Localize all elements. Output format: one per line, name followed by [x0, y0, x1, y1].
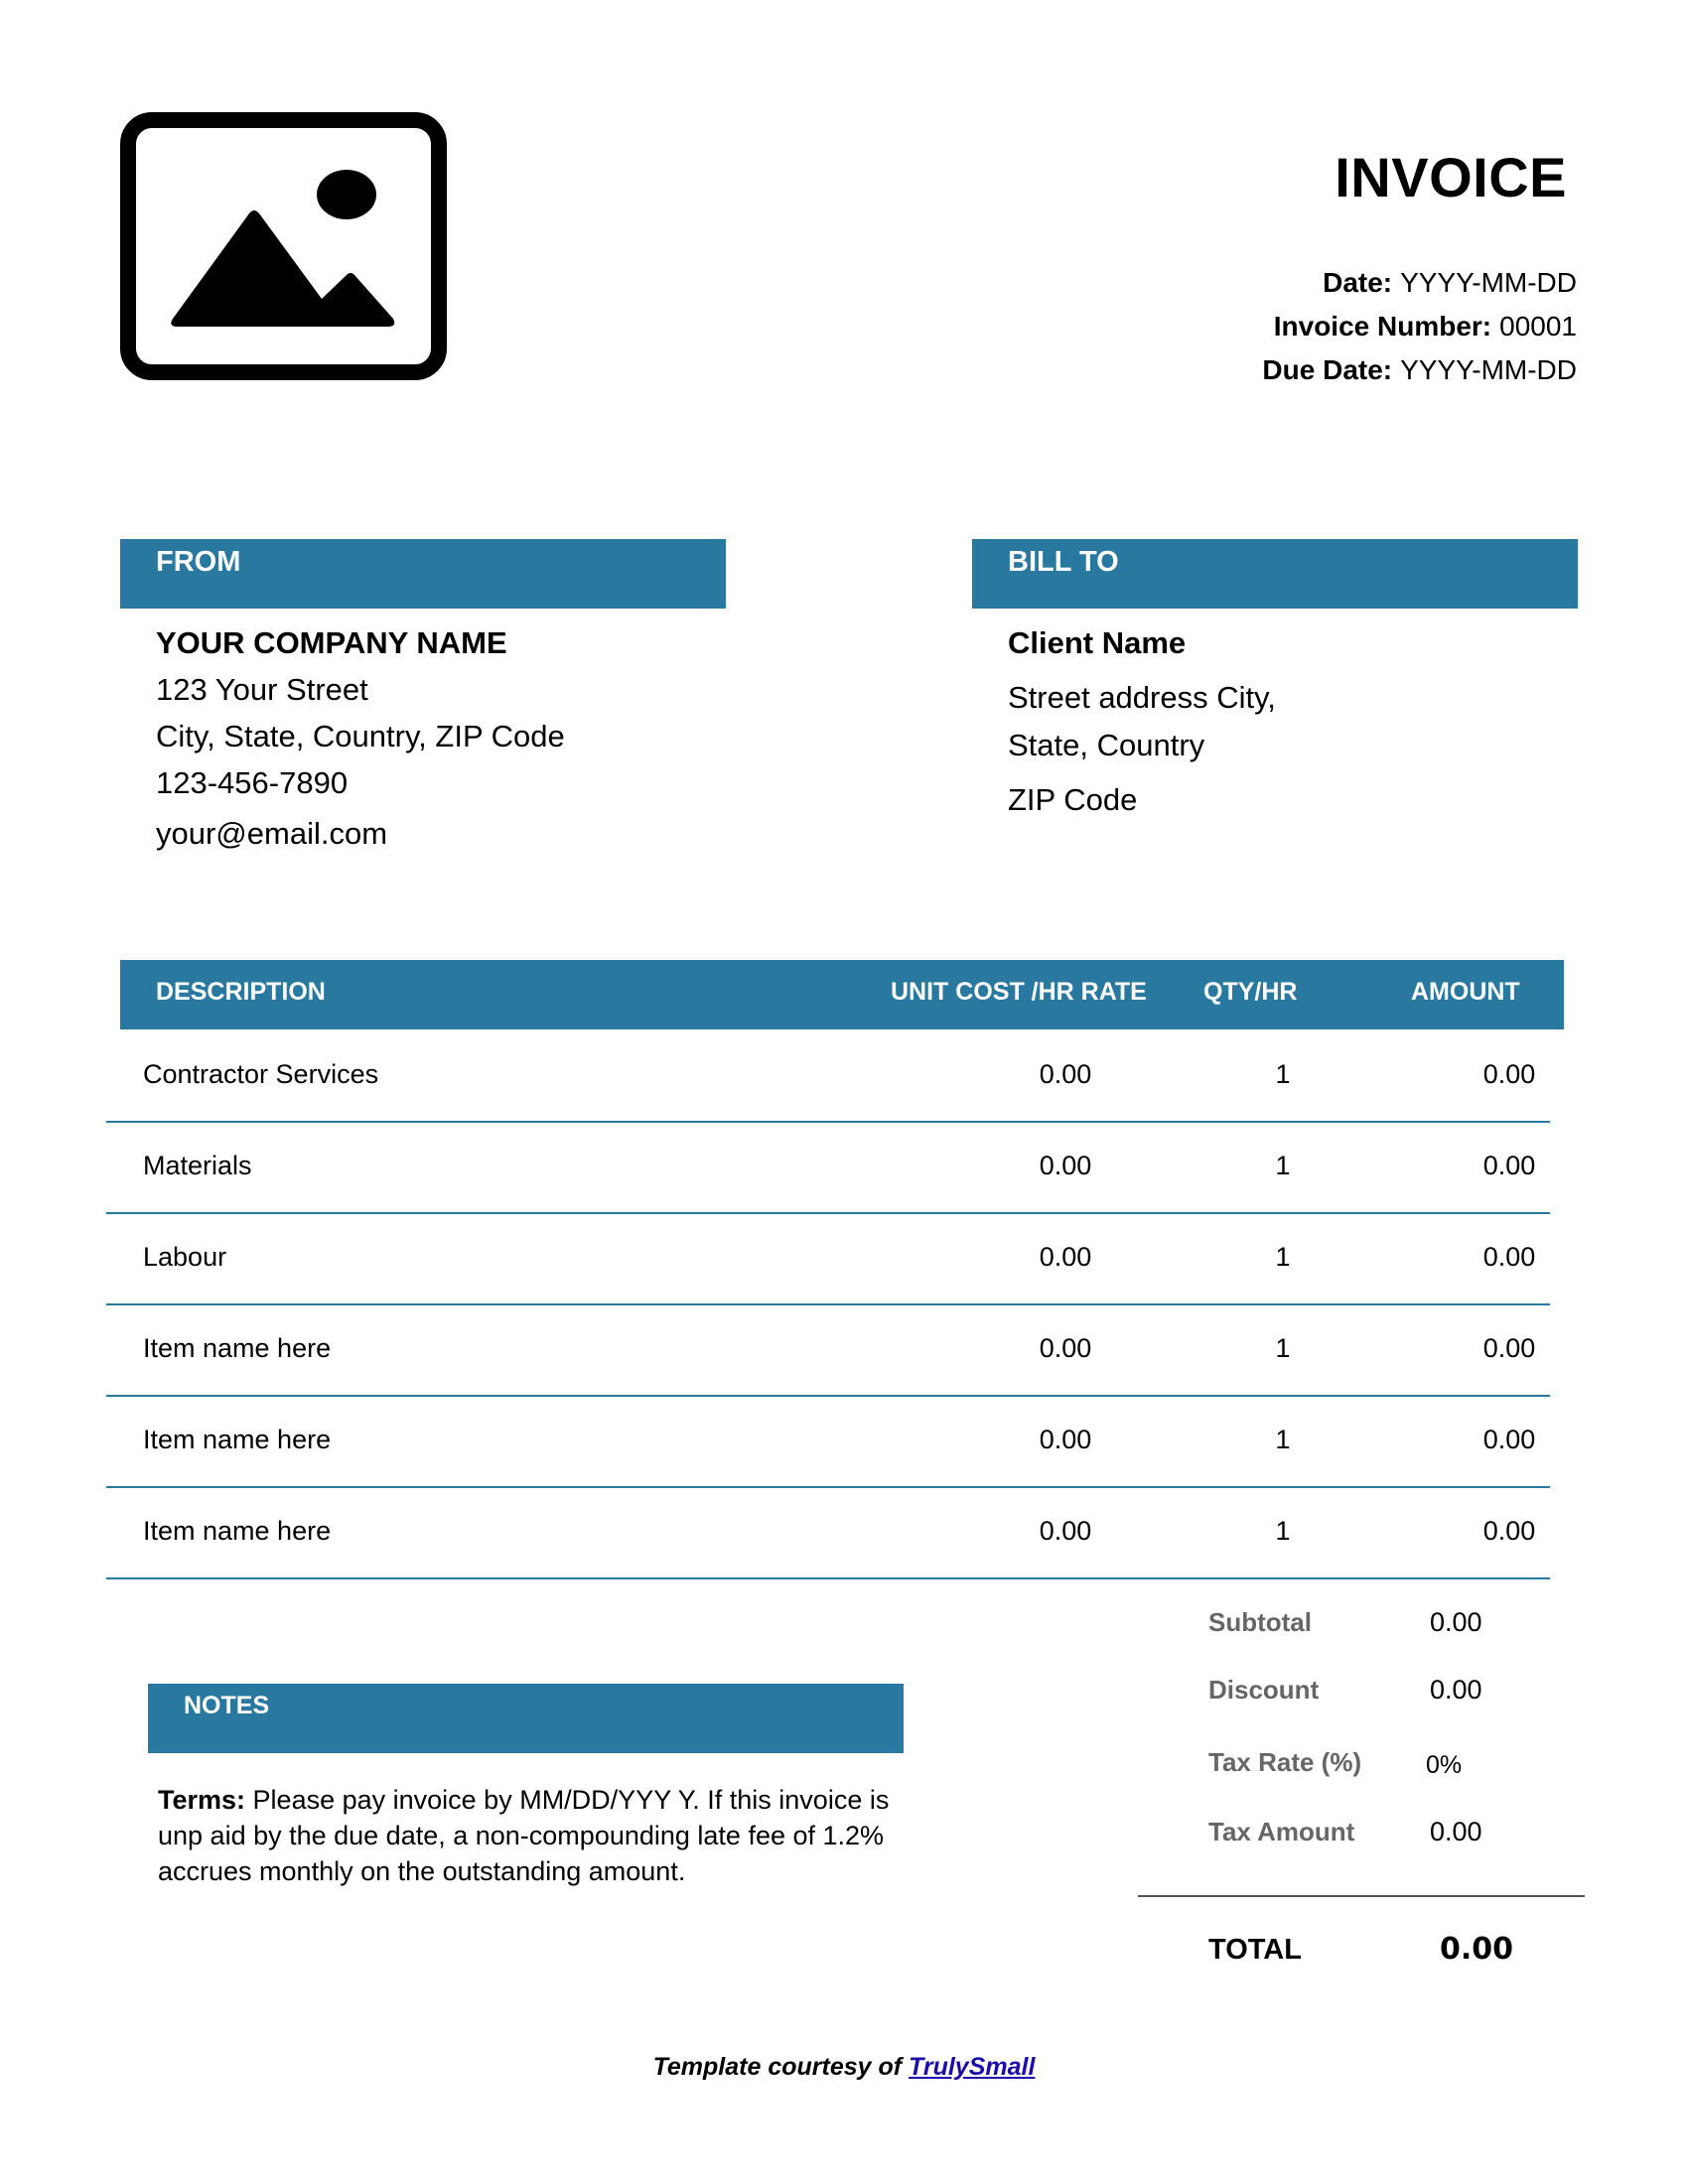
table-row [106, 1486, 1550, 1579]
from-heading: FROM [120, 539, 726, 609]
subtotal-label: Subtotal [1208, 1607, 1312, 1637]
due-date-row [1262, 348, 1577, 392]
due-date-value: YYYY-MM-DD [1400, 354, 1577, 385]
tax-rate-label: Tax Rate (%) [1208, 1747, 1362, 1777]
invoice-number-label: Invoice Number: [1273, 311, 1492, 341]
credit-prefix: Template courtesy of [652, 2053, 910, 2081]
logo-image-placeholder-icon [120, 112, 447, 380]
client-address-line1: Street address City, [1008, 680, 1276, 715]
invoice-number-value: 00001 [1499, 311, 1577, 341]
row-amount: 0.00 [1482, 1151, 1536, 1180]
invoice-number-row [1262, 305, 1577, 348]
row-unit-cost: 0.00 [1039, 1425, 1092, 1454]
row-description: Materials [143, 1151, 252, 1180]
table-row [106, 1303, 1550, 1397]
tax-rate-value: 0% [1426, 1751, 1463, 1779]
subtotal-value: 0.00 [1430, 1607, 1482, 1637]
row-amount: 0.00 [1482, 1516, 1536, 1546]
totals-divider [1138, 1895, 1585, 1897]
row-unit-cost: 0.00 [1039, 1242, 1092, 1272]
total-label: TOTAL [1208, 1934, 1302, 1966]
row-description: Item name here [143, 1516, 332, 1546]
row-qty: 1 [1275, 1059, 1291, 1089]
row-amount: 0.00 [1482, 1242, 1536, 1272]
row-unit-cost: 0.00 [1039, 1151, 1092, 1180]
total-value: 0.00 [1440, 1932, 1514, 1967]
row-qty: 1 [1275, 1242, 1291, 1272]
discount-label: Discount [1208, 1675, 1320, 1705]
row-qty: 1 [1275, 1516, 1291, 1546]
company-street: 123 Your Street [156, 672, 368, 707]
row-description: Labour [143, 1242, 227, 1272]
row-description: Item name here [143, 1425, 332, 1454]
bill-to-heading: BILL TO [972, 539, 1578, 609]
invoice-meta [1262, 261, 1577, 392]
row-qty: 1 [1275, 1151, 1291, 1180]
terms-label: Terms: [158, 1785, 246, 1815]
row-amount: 0.00 [1482, 1059, 1536, 1089]
column-header-amount: AMOUNT [1411, 978, 1520, 1006]
trulysmall-link[interactable]: TrulySmall [909, 2053, 1036, 2081]
terms-text: Please pay invoice by MM/DD/YYY Y. If this invoice is unp aid by the due date, a non-compounding late fee of 1.2% accrues monthly on the outstanding amount. [158, 1785, 890, 1886]
row-amount: 0.00 [1482, 1333, 1536, 1363]
row-description: Contractor Services [143, 1059, 379, 1089]
template-credit [0, 2053, 1688, 2082]
row-qty: 1 [1275, 1333, 1291, 1363]
table-row [106, 1212, 1550, 1305]
table-row [106, 1121, 1550, 1214]
row-unit-cost: 0.00 [1039, 1059, 1092, 1089]
date-row [1262, 261, 1577, 305]
client-name: Client Name [1008, 625, 1187, 660]
column-header-qty: QTY/HR [1203, 978, 1298, 1006]
items-table-header [120, 960, 1564, 1029]
tax-amount-label: Tax Amount [1208, 1817, 1355, 1846]
table-row [106, 1395, 1550, 1488]
company-name: YOUR COMPANY NAME [156, 625, 507, 660]
tax-amount-value: 0.00 [1430, 1817, 1482, 1846]
client-address-line3: ZIP Code [1008, 782, 1138, 817]
company-phone: 123-456-7890 [156, 765, 349, 800]
table-row [106, 1029, 1550, 1123]
row-amount: 0.00 [1482, 1425, 1536, 1454]
invoice-title: INVOICE [1335, 146, 1567, 208]
row-description: Item name here [143, 1333, 332, 1363]
row-unit-cost: 0.00 [1039, 1516, 1092, 1546]
due-date-label: Due Date: [1262, 354, 1393, 385]
date-value: YYYY-MM-DD [1400, 267, 1577, 298]
client-address-line2: State, Country [1008, 728, 1205, 762]
notes-heading: NOTES [148, 1684, 904, 1753]
date-label: Date: [1323, 267, 1393, 298]
company-email: your@email.com [156, 816, 388, 851]
column-header-description: DESCRIPTION [156, 978, 326, 1006]
terms-text-block [158, 1782, 932, 1889]
row-qty: 1 [1275, 1425, 1291, 1454]
company-city: City, State, Country, ZIP Code [156, 719, 565, 753]
column-header-unit-cost: UNIT COST /HR RATE [891, 978, 1147, 1006]
row-unit-cost: 0.00 [1039, 1333, 1092, 1363]
discount-value: 0.00 [1430, 1675, 1482, 1705]
